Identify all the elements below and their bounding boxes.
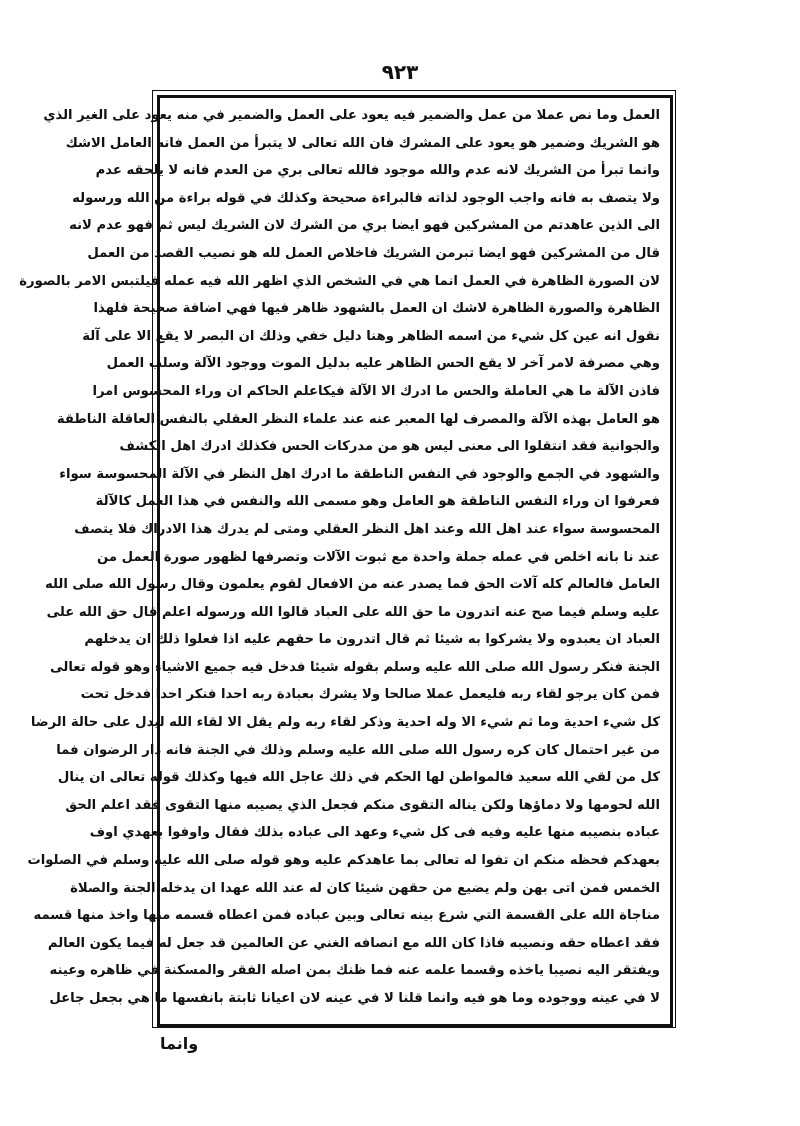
text-line: كل من لقي الله سعيد فالمواطن لها الحكم في ذلك عاجل الله فيها وكذلك قوله تعالى ان ينال [57, 770, 660, 786]
text-line: مناجاة الله على القسمة التي شرع بينه تعالى وبين عباده فمن اعطاه قسمه منها واخذ منها قسمه [33, 908, 660, 924]
text-line: العامل فالعالم كله آلات الحق فما يصدر عنه من الافعال لقوم يعلمون وقال رسول الله صلى الله [44, 577, 660, 593]
text-line: فعرفوا ان وراء النفس الناطقة هو العامل وهو مسمى الله والنفس في هذا العمل كالآلة [95, 494, 660, 510]
text-line: العباد ان يعبدوه ولا يشركوا به شيئا ثم قال اتدرون ما حقهم عليه اذا فعلوا ذلك ان يدخلهم [84, 632, 660, 648]
text-line: لان الصورة الظاهرة في العمل انما هي في الشخص الذي اظهر الله فيه عمله فيلتبس الامر بالصورة [19, 273, 660, 289]
text-line: الى الذين عاهدتم من المشركين فهو ايضا بري من الشرك لان الشريك ليس ثم فهو عدم لانه [69, 218, 660, 234]
text-line: فاذن الآلة ما هي العاملة والحس ما ادرك الا الآلة فيكاعلم الحاكم ان وراء المحسوس امرا [92, 383, 660, 399]
text-line: الخمس فمن اتى بهن ولم يضيع من حقهن شيئا كان له عند الله عهدا ان يدخله الجنة والصلاة [70, 880, 660, 896]
text-line: المحسوسة سواء عند اهل الله وعند اهل النظر العقلي ومتى لم يدرك هذا الادراك فلا يتصف [74, 521, 660, 537]
text-line: عباده بنصيبه منها عليه وفيه فى كل شيء وعهد الى عباده بذلك فقال واوفوا بعهدي اوف [89, 825, 660, 841]
text-line: هو الشريك وضمير هو يعود على المشرك فان الله تعالى لا يتبرأ من العمل فانه العامل الاشك [65, 135, 660, 151]
text-line: العمل وما نص عملا من عمل والضمير فيه يعود على العمل والضمير في منه يعود على الغير الذي [43, 108, 660, 123]
text-line: الله لحومها ولا دماؤها ولكن يناله التقوى منكم فجعل الذي يصيبه منها التقوى فقد اعلم الحق [65, 797, 660, 813]
text-line: الجنة فنكر رسول الله صلى الله عليه وسلم بقوله شيئا فدخل فيه جميع الاشياء وهو قوله تعالى [50, 659, 660, 675]
text-line: بعهدكم فحظه منكم ان تفوا له تعالى بما عاهدكم عليه وهو قوله صلى الله عليه وسلم في الصلوات [27, 853, 660, 869]
text-line: عند نا بانه اخلص في عمله جملة واحدة مع ثبوت الآلات وتصرفها لظهور صورة العمل من [97, 549, 660, 565]
text-line: كل شيء احدية وما ثم شيء الا وله احدية وذكر لقاء ربه ولم يقل الا لقاء الله ليدل على حالة الرضا [30, 715, 660, 731]
text-line: ولا يتصف به فانه واجب الوجود لذاته فالبراءة صحيحة وكذلك في قوله براءة من الله ورسوله [72, 190, 660, 206]
text-line: فمن كان يرجو لقاء ربه فليعمل عملا صالحا ولا يشرك بعبادة ربه احدا فنكر احدا فدخل تحت [80, 687, 660, 703]
text-line: والجوانية فقد انتقلوا الى معنى ليس هو من مدركات الحس فكذلك ادرك اهل الكشف [119, 439, 660, 455]
text-line: ويفتقر اليه نصيبا ياخذه وقسما علمه عنه فما ظنك بمن اصله الفقر والمسكنة في ظاهره وعينه [49, 963, 660, 979]
page-number: ٩٢٣ [381, 60, 419, 84]
text-line: من غير احتمال كان كره رسول الله صلى الله عليه وسلم وذلك في الجنة فانه دار الرضوان فما [56, 742, 660, 758]
text-line: هو العامل بهذه الآلة والمصرف لها المعبر عنه عند علماء النظر العقلي بالنفس العاقلة الناطقة [56, 411, 660, 427]
text-block [19, 102, 660, 1017]
text-line: وانما تبرأ من الشريك لانه عدم والله موجود فالله تعالى بري من العدم فانه لا يلحقه عدم [95, 163, 660, 179]
text-line: عليه وسلم فيما صح عنه اتدرون ما حق الله على العباد قالوا الله ورسوله اعلم قال حق الله على [46, 604, 660, 620]
catchword: وانما [160, 1034, 199, 1053]
text-line: والشهود في الجمع والوجود في النفس الناطقة ما ادرك اهل النظر في الآلة المحسوسة سواء [59, 466, 660, 482]
text-line: قال من المشركين فهو ايضا تبرمن الشريك فاخلاص العمل لله هو نصيب القصد من العمل [87, 245, 660, 261]
text-line: وهي مصرفة لامر آخر لا يقع الحس الظاهر عليه بدليل الموت ووجود الآلة وسلب العمل [106, 356, 660, 372]
text-line: الظاهرة والصورة الظاهرة لاشك ان العمل بالشهود ظاهر فيها فهي اضافة صحيحة فلهذا [93, 301, 660, 317]
text-line: نقول انه عين كل شيء من اسمه الظاهر وهنا دليل خفي وذلك ان البصر لا يقع الا على آلة [82, 328, 660, 344]
text-line: لا في عينه ووجوده وما هو فيه وانما قلنا لا في عينه لان اعيانا ثابتة بانفسها ما هي بجعل جاعل [49, 991, 660, 1006]
text-line: فقد اعطاه حقه ونصيبه فاذا كان الله مع انصافه الغني عن العالمين قد جعل له فيما يكون العالم [47, 935, 660, 951]
